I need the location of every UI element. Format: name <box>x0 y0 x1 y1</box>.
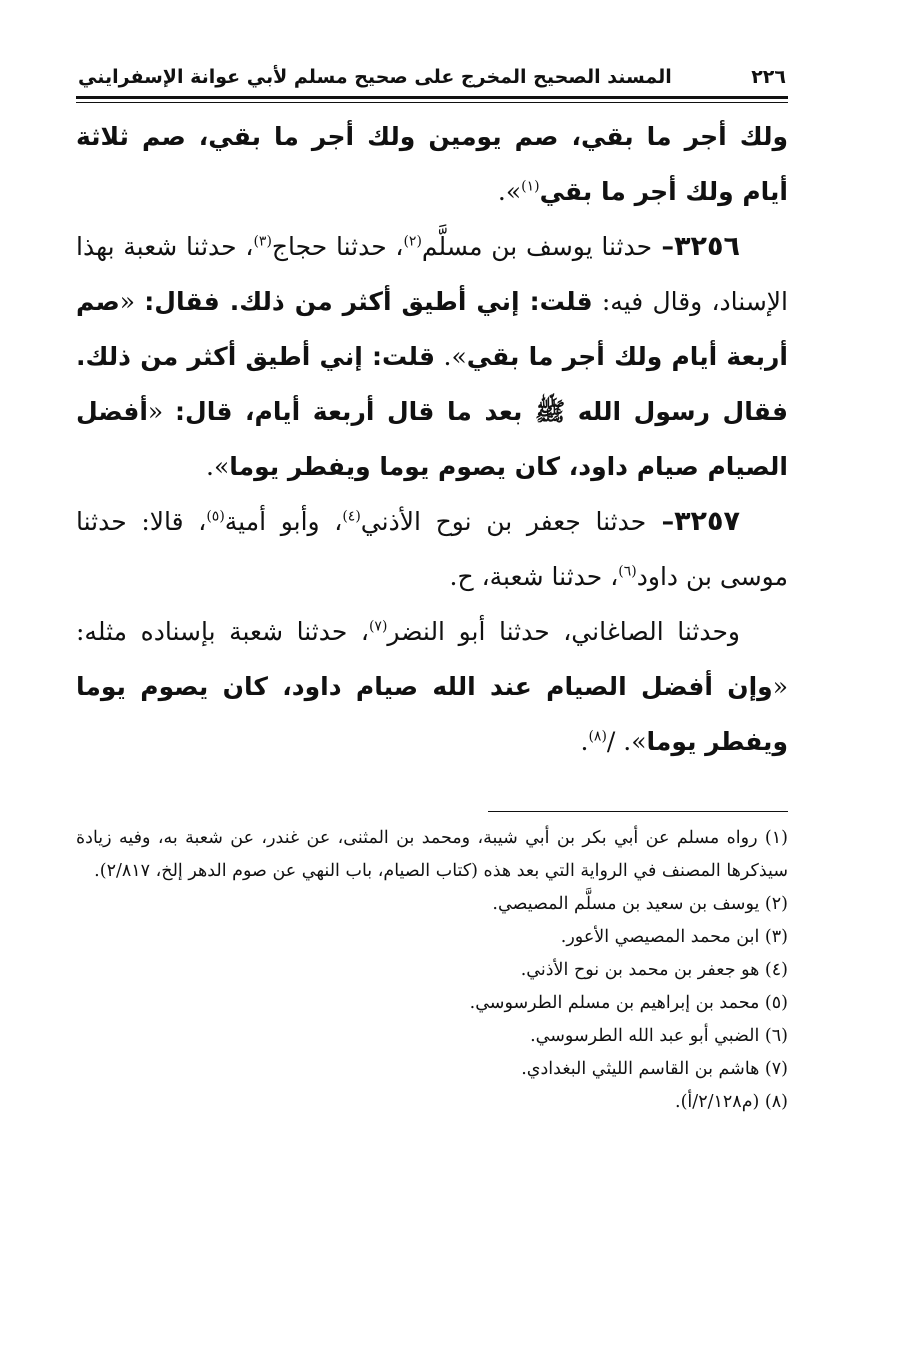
header-rule-thin <box>76 102 788 103</box>
running-title: المسند الصحيح المخرج على صحيح مسلم لأبي عوانة الإسفرايني <box>78 66 672 88</box>
footnote-ref-2: (٢) <box>403 233 422 250</box>
bold-text: صم أربعة أيام ولك أجر ما بقي <box>76 287 788 371</box>
hadith-3256 <box>76 219 788 494</box>
footnote-3: (٣) ابن محمد المصيصي الأعور. <box>560 927 788 947</box>
plain-text: « <box>147 397 176 426</box>
footnote-ref-3: (٣) <box>253 233 272 250</box>
plain-text: وحدثنا الصاغاني، حدثنا أبو النضر <box>387 617 740 646</box>
plain-text: ، وأبو أمية <box>224 507 343 536</box>
hadith-number: ٣٢٥٧ <box>674 506 740 537</box>
footnote-8: (٨) (م٢/١٢٨/أ). <box>675 1092 788 1112</box>
hadith-dash: – <box>646 507 675 536</box>
footnote-2: (٢) يوسف بن سعيد بن مسلَّم المصيصي. <box>492 894 788 914</box>
paragraph-continuation <box>76 109 788 219</box>
plain-text: ، حدثنا شعبة، ح. <box>449 562 619 591</box>
footnote-separator <box>488 811 788 812</box>
bold-text: وإن أفضل الصيام عند الله صيام داود، كان يصوم يوما ويفطر يوما <box>76 672 788 756</box>
footnote-ref-7: (٧) <box>368 618 388 635</box>
paragraph-saghani <box>76 604 788 769</box>
plain-text: ». / <box>606 727 647 756</box>
hadith-dash: – <box>652 232 675 261</box>
plain-text: حدثنا جعفر بن نوح الأذني <box>360 507 647 536</box>
plain-text: ، حدثنا حجاج <box>271 232 404 261</box>
plain-text: ، حدثنا شعبة بهذا الإسناد، وقال فيه: <box>76 232 788 316</box>
footnote-4: (٤) هو جعفر بن محمد بن نوح الأذني. <box>520 960 788 980</box>
footnote-ref-4: (٤) <box>342 508 361 525</box>
footnote-ref-1: (١) <box>521 178 540 195</box>
page-header <box>76 62 788 92</box>
bold-text: أفضل الصيام صيام داود، كان يصوم يوما ويفطر يوما <box>76 397 788 481</box>
footnote-7: (٧) هاشم بن القاسم الليثي البغدادي. <box>521 1059 788 1079</box>
plain-text: ، قالا: حدثنا موسى بن داود <box>76 507 788 591</box>
bold-text: قلت: إني أطيق أكثر من ذلك. فقال: <box>144 287 593 316</box>
header-rule-thick <box>76 96 788 99</box>
footnote-ref-6: (٦) <box>618 563 637 580</box>
footnote-5: (٥) محمد بن إبراهيم بن مسلم الطرسوسي. <box>469 993 788 1013</box>
page-number: ٢٢٦ <box>751 66 786 88</box>
hadith-number: ٣٢٥٦ <box>674 231 740 262</box>
plain-text: ، حدثنا شعبة بإسناده مثله: « <box>76 617 788 701</box>
footnote-1: (١) رواه مسلم عن أبي بكر بن أبي شيبة، ومحمد بن المثنى، عن غندر، عن شعبة به، وفيه زيادة سيذكرها المصنف في الرواية التي بعد هذه (كتاب الصيام، باب النهي عن صوم الدهر إلخ، ٢/٨١٧). <box>76 828 788 881</box>
plain-text: حدثنا يوسف بن مسلَّم <box>421 232 653 261</box>
footnotes <box>76 822 788 1119</box>
plain-text: ». <box>497 177 522 206</box>
hadith-3257 <box>76 494 788 604</box>
plain-text: . <box>580 727 589 756</box>
plain-text: ». <box>435 342 467 371</box>
bold-text: قلت: إني أطيق أكثر من ذلك. فقال رسول الله ﷺ بعد ما قال أربعة أيام، قال: <box>76 342 789 426</box>
bold-text: ولك أجر ما بقي، صم يومين ولك أجر ما بقي، صم ثلاثة أيام ولك أجر ما بقي <box>76 122 788 206</box>
plain-text: « <box>119 287 145 316</box>
main-text <box>76 109 788 769</box>
book-page <box>76 62 788 1119</box>
footnote-ref-8: (٨) <box>588 728 607 745</box>
footnote-6: (٦) الضبي أبو عبد الله الطرسوسي. <box>530 1026 788 1046</box>
footnote-ref-5: (٥) <box>206 508 225 525</box>
plain-text: ». <box>206 452 230 481</box>
